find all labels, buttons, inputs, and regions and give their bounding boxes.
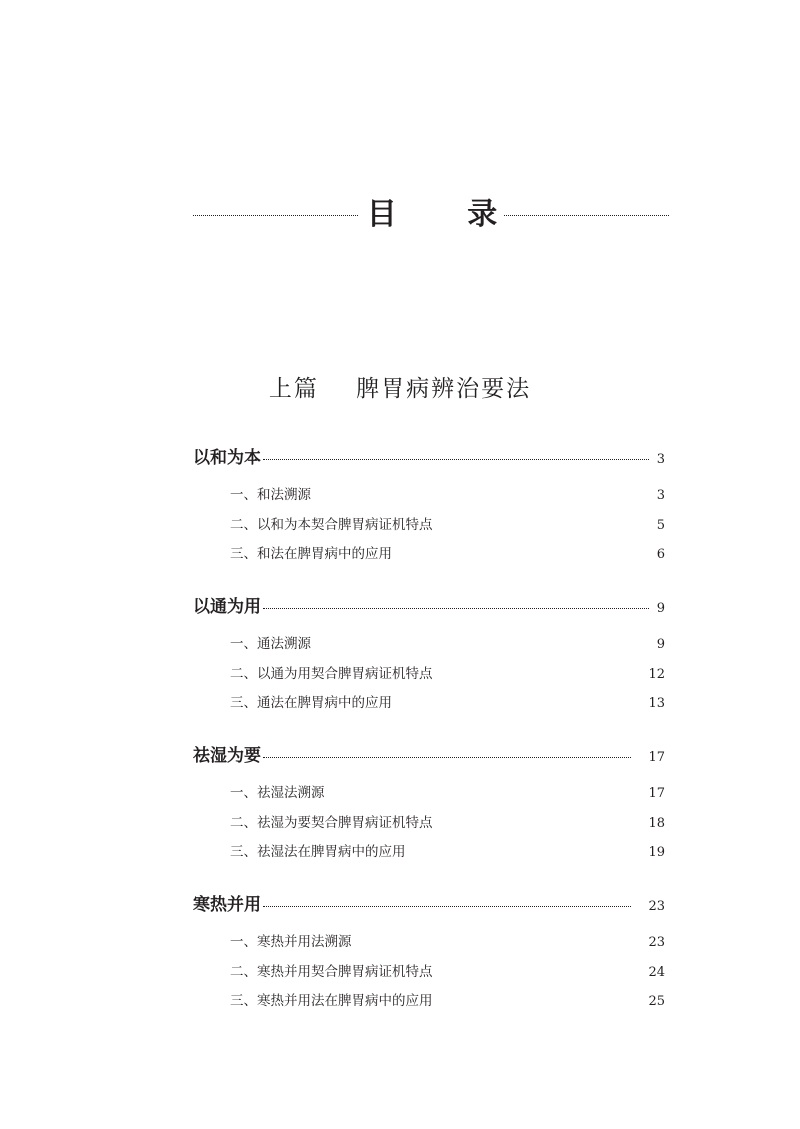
header-rule-left (193, 215, 358, 216)
section-page-number: 24 (648, 964, 665, 980)
toc-header (193, 193, 669, 237)
section-page-number: 5 (656, 517, 665, 533)
chapter-heading[interactable] (193, 890, 665, 914)
section-title: 三、和法在脾胃病中的应用 (230, 546, 392, 562)
section-title: 二、以通为用契合脾胃病证机特点 (230, 665, 433, 682)
section-page-number: 17 (648, 786, 665, 801)
toc-section[interactable] (193, 779, 665, 809)
chapter-heading[interactable] (193, 741, 665, 765)
toc-section[interactable] (193, 928, 665, 958)
section-page-number: 9 (656, 637, 665, 652)
section-title: 一、和法溯源 (230, 487, 311, 503)
section-title: 一、通法溯源 (230, 636, 311, 652)
section-title: 一、寒热并用法溯源 (230, 934, 352, 950)
section-list (193, 928, 665, 1017)
dot-leader (263, 757, 631, 758)
toc-section[interactable] (193, 660, 665, 690)
toc-chapter (193, 741, 665, 868)
part-title: 上篇 脾胃病辨治要法 (268, 376, 532, 402)
section-list (193, 630, 665, 719)
section-page-number: 19 (648, 845, 665, 860)
chapter-page-number: 3 (656, 452, 665, 467)
toc-chapter (193, 443, 665, 570)
section-title: 二、祛湿为要契合脾胃病证机特点 (230, 814, 433, 831)
dot-leader (263, 906, 631, 907)
section-title: 三、寒热并用法在脾胃病中的应用 (230, 993, 433, 1009)
toc-section[interactable] (193, 809, 665, 839)
toc-chapter (193, 890, 665, 1017)
section-page-number: 23 (648, 935, 665, 950)
toc-section[interactable] (193, 689, 665, 719)
toc-section[interactable] (193, 481, 665, 511)
chapter-page-number: 23 (648, 899, 665, 914)
chapter-title: 寒热并用 (193, 895, 261, 915)
toc-chapter (193, 592, 665, 719)
section-page-number: 12 (648, 666, 665, 682)
section-title: 一、祛湿法溯源 (230, 785, 325, 801)
chapter-title: 祛湿为要 (193, 746, 261, 766)
section-page-number: 18 (648, 815, 665, 831)
chapter-page-number: 9 (656, 601, 665, 616)
chapter-title: 以通为用 (193, 597, 261, 617)
toc-section[interactable] (193, 987, 665, 1017)
section-title: 二、寒热并用契合脾胃病证机特点 (230, 963, 433, 980)
page-title: 目 录 (366, 197, 528, 232)
dot-leader (263, 608, 649, 609)
section-list (193, 779, 665, 868)
section-list (193, 481, 665, 570)
section-title: 三、祛湿法在脾胃病中的应用 (230, 844, 406, 860)
chapter-page-number: 17 (648, 750, 665, 765)
toc-section[interactable] (193, 838, 665, 868)
toc-section[interactable] (193, 540, 665, 570)
section-page-number: 25 (648, 994, 665, 1009)
chapter-heading[interactable] (193, 443, 665, 467)
toc-section[interactable] (193, 958, 665, 988)
toc-section[interactable] (193, 511, 665, 541)
dot-leader (263, 459, 649, 460)
section-title: 三、通法在脾胃病中的应用 (230, 695, 392, 711)
section-title: 二、以和为本契合脾胃病证机特点 (230, 516, 433, 533)
toc-section[interactable] (193, 630, 665, 660)
section-page-number: 6 (656, 547, 665, 562)
chapter-title: 以和为本 (193, 448, 261, 468)
section-page-number: 13 (648, 696, 665, 711)
section-page-number: 3 (656, 488, 665, 503)
header-rule-right (504, 215, 669, 216)
chapter-heading[interactable] (193, 592, 665, 616)
